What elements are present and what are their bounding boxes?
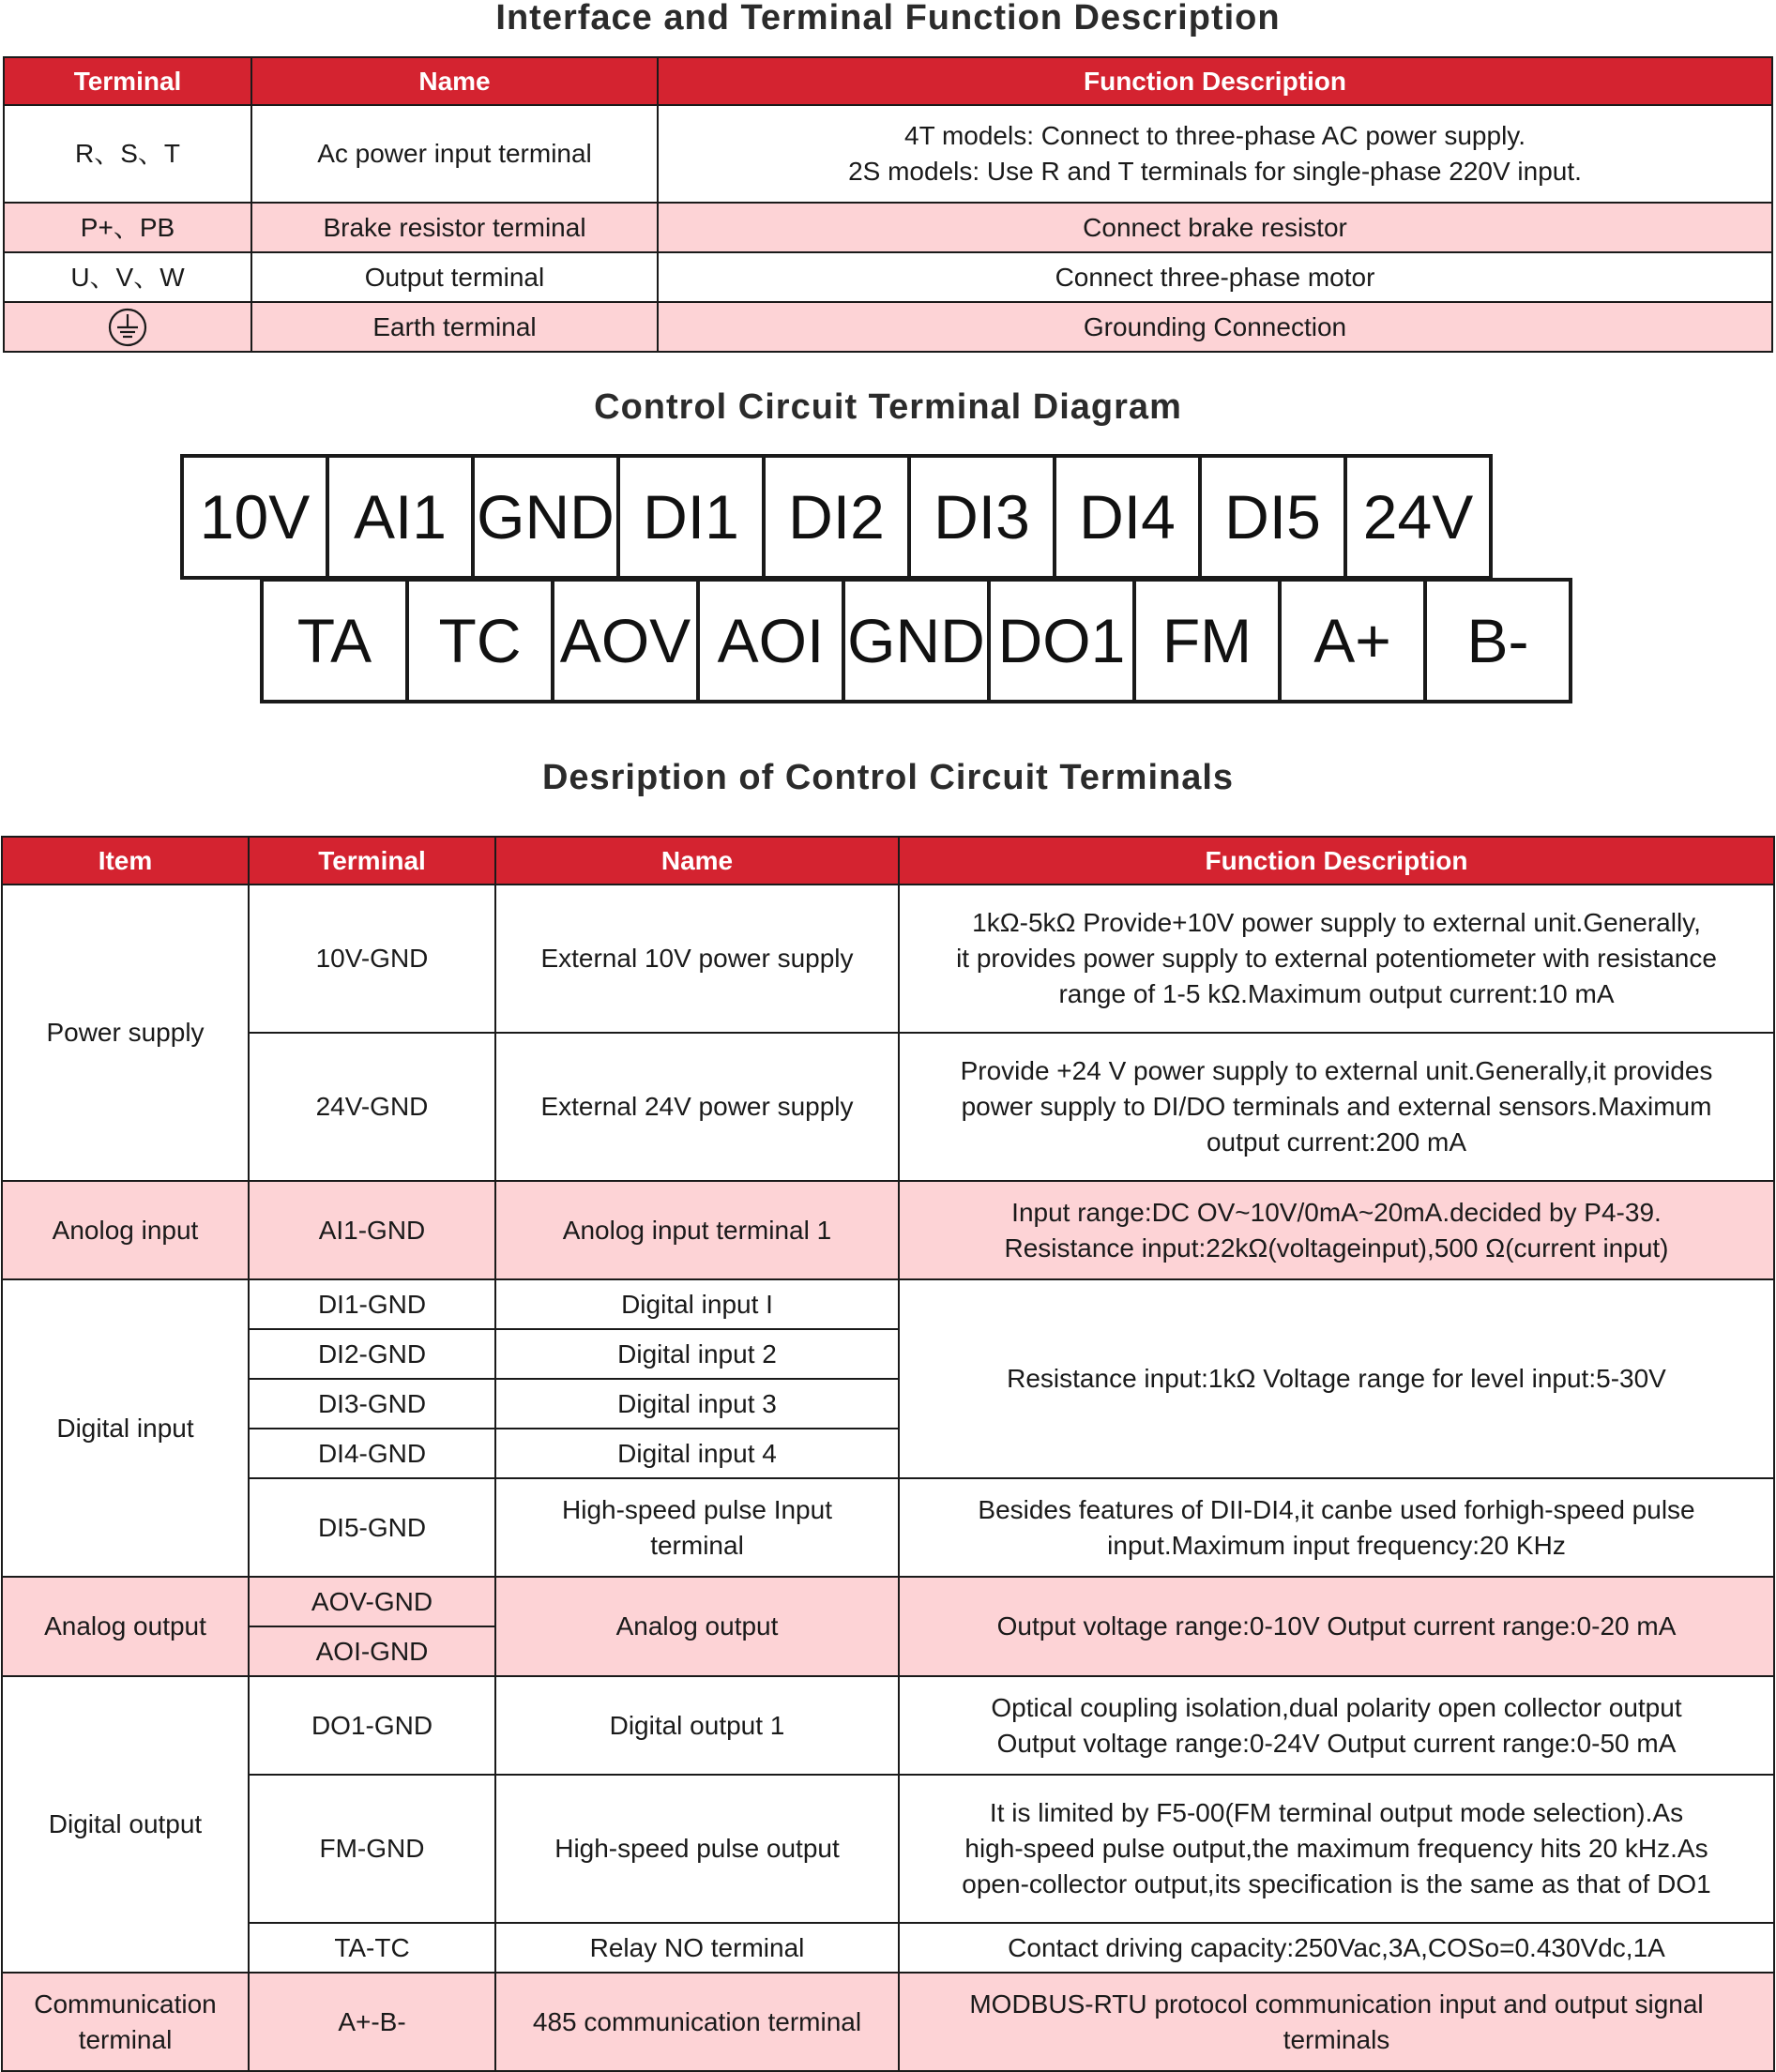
item-cell: Power supply (2, 885, 249, 1181)
name-cell: Digital input I (495, 1279, 899, 1329)
terminal-box: 24V (1343, 454, 1493, 580)
description-line: It is limited by F5-00(FM terminal output mode selection).As (989, 1798, 1684, 1828)
description-line: Input range:DC OV~10V/0mA~20mA.decided by P4-39. (1011, 1197, 1662, 1227)
item-line: Communication (34, 1989, 217, 2019)
section2-title: Control Circuit Terminal Diagram (594, 387, 1182, 427)
terminal-cell: P+、PB (4, 203, 251, 252)
name-cell: Output terminal (251, 252, 658, 302)
name-cell: Earth terminal (251, 302, 658, 352)
terminal-cell: FM-GND (249, 1775, 495, 1923)
name-cell: Analog output (495, 1577, 899, 1676)
table-row (2, 1279, 1774, 1329)
name-cell: External 10V power supply (495, 885, 899, 1033)
header-function-description: Function Description (899, 837, 1774, 885)
terminal-box: AOV (551, 578, 700, 703)
table-row (2, 885, 1774, 1033)
terminal-box: FM (1132, 578, 1282, 703)
terminal-box: TA (260, 578, 409, 703)
description-cell: Resistance input:1kΩ Voltage range for level input:5-30V (899, 1279, 1774, 1478)
terminal-box: B- (1423, 578, 1572, 703)
header-name: Name (495, 837, 899, 885)
header-function-description: Function Description (658, 57, 1772, 105)
item-cell: Anolog input (2, 1181, 249, 1279)
terminal-cell: 10V-GND (249, 885, 495, 1033)
description-line: power supply to DI/DO terminals and external sensors.Maximum (961, 1092, 1712, 1122)
name-cell: Digital output 1 (495, 1676, 899, 1775)
terminal-box: DI2 (762, 454, 911, 580)
description-line: it provides power supply to external potentiometer with resistance (956, 944, 1717, 974)
terminal-cell: A+-B- (249, 1973, 495, 2071)
description-cell: Output voltage range:0-10V Output current range:0-20 mA (899, 1577, 1774, 1676)
terminal-cell: DO1-GND (249, 1676, 495, 1775)
terminal-cell: R、S、T (4, 105, 251, 203)
header-item: Item (2, 837, 249, 885)
description-line: MODBUS-RTU protocol communication input and output signal (969, 1989, 1704, 2019)
terminal-diagram-top-row (180, 454, 1489, 580)
description-cell (899, 1775, 1774, 1923)
table-row (2, 1033, 1774, 1181)
name-line: terminal (650, 1530, 744, 1560)
description-cell: Grounding Connection (658, 302, 1772, 352)
terminal-box: DI1 (616, 454, 766, 580)
section3-title: Desription of Control Circuit Terminals (541, 758, 1235, 797)
terminal-cell: DI4-GND (249, 1429, 495, 1478)
description-line: Besides features of DII-DI4,it canbe used forhigh-speed pulse (978, 1494, 1695, 1524)
header-name: Name (251, 57, 658, 105)
terminal-box: GND (471, 454, 620, 580)
terminal-box: DI4 (1053, 454, 1202, 580)
description-line: 2S models: Use R and T terminals for single-phase 220V input. (848, 157, 1582, 186)
table-row (4, 252, 1772, 302)
description-cell: Contact driving capacity:250Vac,3A,COSo=0.430Vdc,1A (899, 1923, 1774, 1973)
table-header-row (2, 837, 1774, 885)
header-terminal: Terminal (4, 57, 251, 105)
table-row (4, 105, 1772, 203)
name-cell: 485 communication terminal (495, 1973, 899, 2071)
description-line: Provide +24 V power supply to external unit.Generally,it provides (960, 1056, 1713, 1086)
name-cell (495, 1478, 899, 1577)
name-cell: Ac power input terminal (251, 105, 658, 203)
name-cell: Digital input 3 (495, 1379, 899, 1429)
description-cell (899, 1676, 1774, 1775)
description-cell (899, 1181, 1774, 1279)
terminal-cell: TA-TC (249, 1923, 495, 1973)
terminal-function-table (3, 56, 1773, 353)
item-cell (2, 1973, 249, 2071)
description-cell: Connect three-phase motor (658, 252, 1772, 302)
item-cell: Digital output (2, 1676, 249, 1973)
item-line: terminal (78, 2024, 173, 2054)
terminal-cell: AI1-GND (249, 1181, 495, 1279)
earth-ground-icon (107, 307, 148, 348)
terminal-cell: 24V-GND (249, 1033, 495, 1181)
description-line: high-speed pulse output,the maximum frequency hits 20 kHz.As (964, 1834, 1708, 1864)
item-cell: Analog output (2, 1577, 249, 1676)
terminal-cell: DI3-GND (249, 1379, 495, 1429)
name-cell: Relay NO terminal (495, 1923, 899, 1973)
terminal-box: GND (842, 578, 991, 703)
description-line: 4T models: Connect to three-phase AC power supply. (904, 121, 1526, 151)
table-row (2, 1973, 1774, 2071)
item-cell: Digital input (2, 1279, 249, 1577)
table-row (2, 1577, 1774, 1626)
description-line: Output voltage range:0-24V Output current range:0-50 mA (996, 1728, 1677, 1758)
description-cell (658, 105, 1772, 203)
terminal-cell: DI1-GND (249, 1279, 495, 1329)
terminal-box: 10V (180, 454, 329, 580)
table-row (4, 203, 1772, 252)
description-cell: Connect brake resistor (658, 203, 1772, 252)
table-row (2, 1923, 1774, 1973)
terminal-cell: AOI-GND (249, 1626, 495, 1676)
description-cell (899, 1478, 1774, 1577)
description-line: input.Maximum input frequency:20 KHz (1107, 1530, 1566, 1560)
name-cell: Digital input 4 (495, 1429, 899, 1478)
description-line: Optical coupling isolation,dual polarity open collector output (991, 1692, 1682, 1722)
table-row (2, 1676, 1774, 1775)
description-line: range of 1-5 kΩ.Maximum output current:10 mA (1058, 978, 1615, 1008)
section1-title: Interface and Terminal Function Description (495, 0, 1281, 38)
control-terminal-table (1, 836, 1775, 2072)
terminal-cell: U、V、W (4, 252, 251, 302)
table-header-row (4, 57, 1772, 105)
table-row (2, 1775, 1774, 1923)
terminal-box: AI1 (326, 454, 475, 580)
terminal-box: DI5 (1198, 454, 1347, 580)
terminal-box: DO1 (987, 578, 1136, 703)
terminal-cell (4, 302, 251, 352)
terminal-box: TC (405, 578, 554, 703)
table-row (2, 1181, 1774, 1279)
name-cell: High-speed pulse output (495, 1775, 899, 1923)
terminal-cell: DI2-GND (249, 1329, 495, 1379)
description-line: terminals (1283, 2024, 1390, 2054)
terminal-box: A+ (1278, 578, 1427, 703)
terminal-diagram-bottom-row (260, 578, 1569, 703)
table-row (4, 302, 1772, 352)
header-terminal: Terminal (249, 837, 495, 885)
name-line: High-speed pulse Input (562, 1494, 832, 1524)
name-cell: Anolog input terminal 1 (495, 1181, 899, 1279)
description-cell (899, 885, 1774, 1033)
table-row (2, 1478, 1774, 1577)
description-line: Resistance input:22kΩ(voltageinput),500 Ω(current input) (1004, 1233, 1669, 1263)
description-cell (899, 1973, 1774, 2071)
terminal-box: AOI (696, 578, 845, 703)
name-cell: External 24V power supply (495, 1033, 899, 1181)
name-cell: Brake resistor terminal (251, 203, 658, 252)
terminal-cell: AOV-GND (249, 1577, 495, 1626)
terminal-cell: DI5-GND (249, 1478, 495, 1577)
name-cell: Digital input 2 (495, 1329, 899, 1379)
terminal-box: DI3 (907, 454, 1056, 580)
description-line: 1kΩ-5kΩ Provide+10V power supply to external unit.Generally, (972, 908, 1701, 938)
description-cell (899, 1033, 1774, 1181)
description-line: open-collector output,its specification is the same as that of DO1 (962, 1868, 1711, 1898)
description-line: output current:200 mA (1206, 1127, 1467, 1157)
